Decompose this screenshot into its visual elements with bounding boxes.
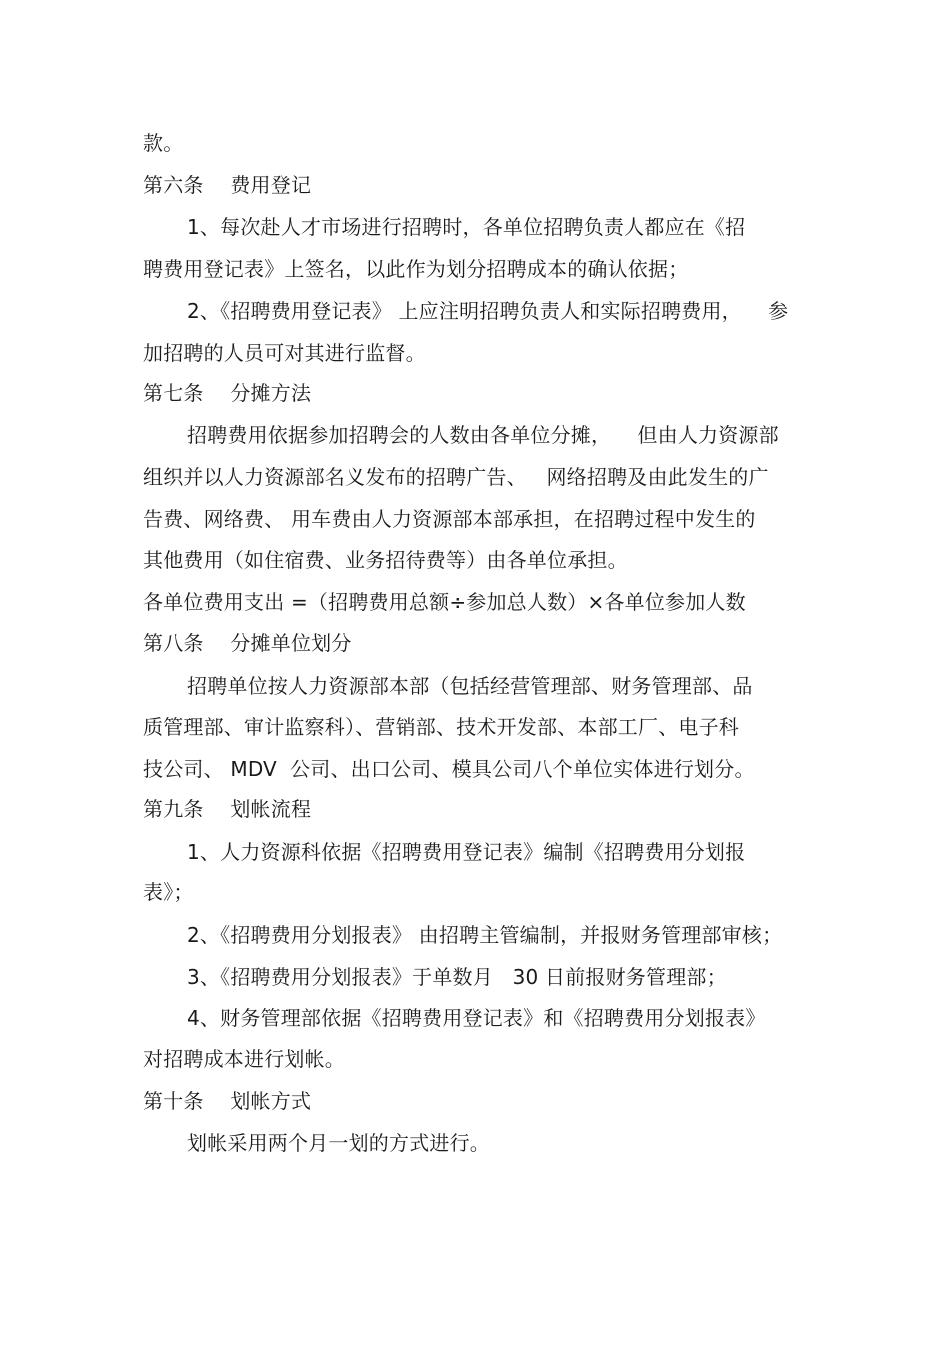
text-line: 款。	[143, 131, 184, 155]
text-line: 聘费用登记表》上签名，以此作为划分招聘成本的确认依据；	[143, 257, 689, 281]
text-line: 表》；	[143, 880, 194, 904]
article-heading-9: 第九条 划帐流程	[143, 797, 312, 821]
formula-line: 各单位费用支出 =（招聘费用总额÷参加总人数）×各单位参加人数	[143, 590, 746, 614]
text-line: 其他费用（如住宿费、业务招待费等）由各单位承担。	[143, 548, 628, 572]
text-line: 2、《招聘费用分划报表》 由招聘主管编制，并报财务管理部审核；	[187, 923, 783, 947]
text-line: 1、每次赴人才市场进行招聘时，各单位招聘负责人都应在《招	[187, 215, 746, 239]
text-line: 组织并以人力资源部名义发布的招聘广告、 网络招聘及由此发生的广	[143, 465, 769, 489]
text-line: 招聘单位按人力资源部本部（包括经营管理部、财务管理部、品	[187, 674, 753, 698]
text-line: 告费、网络费、 用车费由人力资源部本部承担，在招聘过程中发生的	[143, 507, 756, 531]
text-line: 对招聘成本进行划帐。	[143, 1047, 345, 1071]
text-line: 3、《招聘费用分划报表》于单数月 30 日前报财务管理部；	[187, 965, 727, 989]
text-line: 质管理部、审计监察科）、营销部、技术开发部、本部工厂、电子科	[143, 715, 739, 739]
text-line: 2、《招聘费用登记表》 上应注明招聘负责人和实际招聘费用， 参	[187, 299, 789, 323]
text-line: 技公司、 MDV 公司、出口公司、模具公司八个单位实体进行划分。	[143, 757, 755, 781]
article-heading-7: 第七条 分摊方法	[143, 381, 312, 405]
text-line: 1、人力资源科依据《招聘费用登记表》编制《招聘费用分划报	[187, 840, 746, 864]
article-heading-10: 第十条 划帐方式	[143, 1089, 312, 1113]
text-line: 招聘费用依据参加招聘会的人数由各单位分摊， 但由人力资源部	[187, 423, 779, 447]
article-heading-6: 第六条 费用登记	[143, 173, 312, 197]
text-line: 4、财务管理部依据《招聘费用登记表》和《招聘费用分划报表》	[187, 1006, 766, 1030]
text-line: 加招聘的人员可对其进行监督。	[143, 341, 426, 365]
article-heading-8: 第八条 分摊单位划分	[143, 631, 352, 655]
text-line: 划帐采用两个月一划的方式进行。	[187, 1131, 490, 1155]
